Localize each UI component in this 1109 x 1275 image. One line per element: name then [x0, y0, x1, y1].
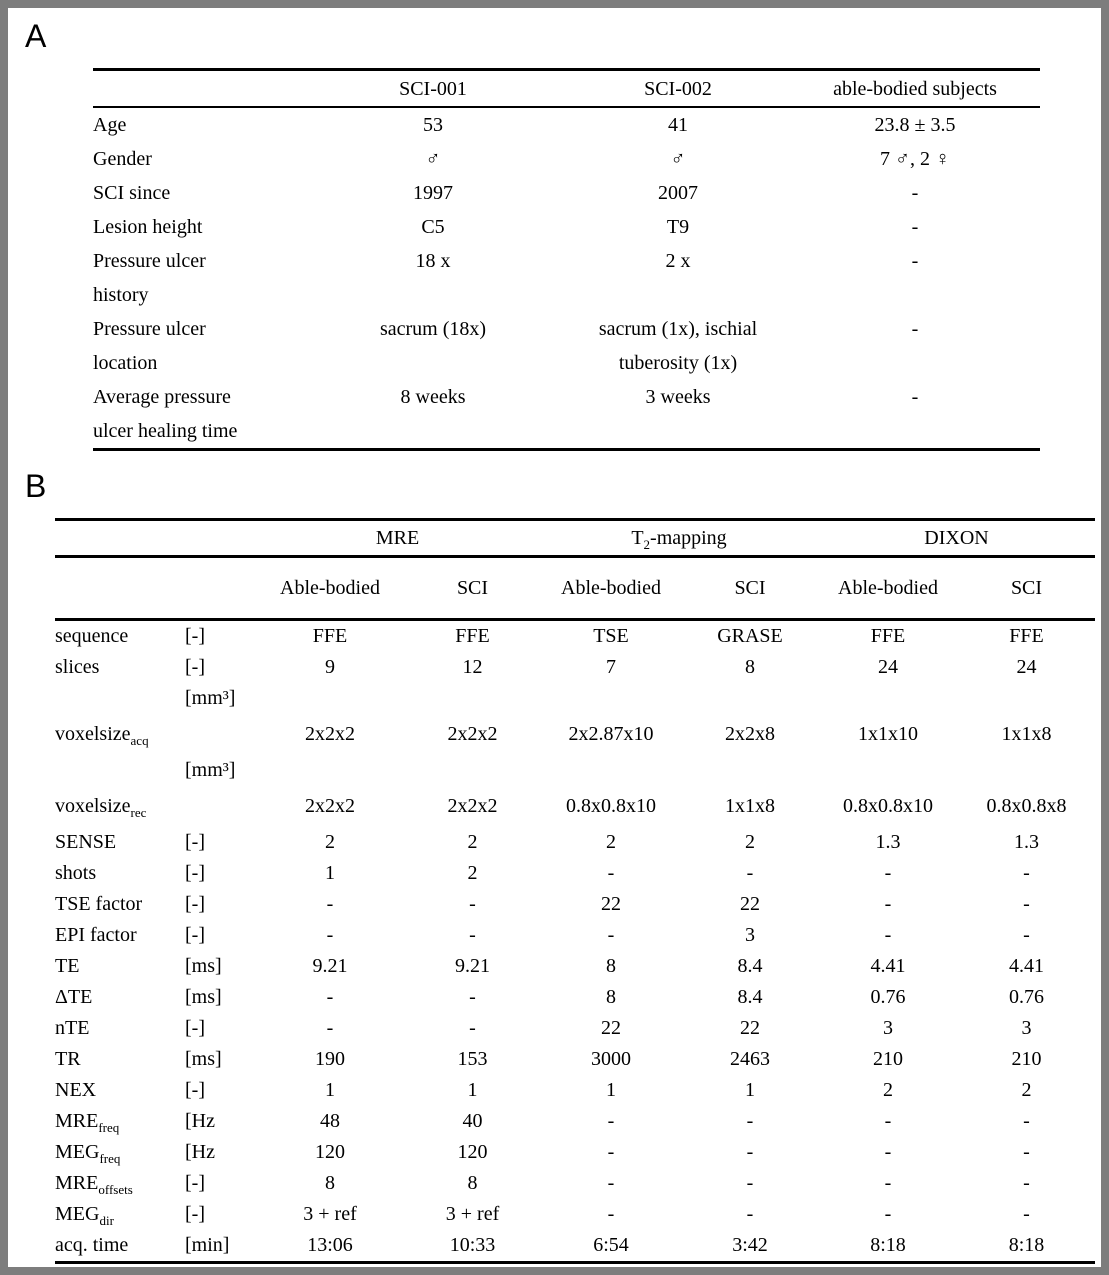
table-cell: sacrum (1x), ischial tuberosity (1x) [598, 318, 758, 374]
value-cell: 1.3 [875, 831, 901, 853]
param-sub: acq [130, 733, 149, 748]
value-cell: 8 [606, 986, 616, 1008]
value-cell: 153 [457, 1048, 488, 1070]
value-cell: 1 [606, 1079, 616, 1101]
subheader-empty [55, 557, 255, 620]
param-name [55, 1230, 185, 1263]
param-row [55, 1075, 1095, 1106]
row-label: Pressure ulcer location [93, 318, 206, 374]
value-cell: 2 [467, 862, 478, 884]
value-cell: - [884, 1141, 892, 1163]
value-cell: 8.4 [737, 955, 763, 977]
value-cell: - [746, 1110, 754, 1132]
subheader-cell: Able-bodied [280, 576, 380, 599]
param-row [55, 920, 1095, 951]
table-cell: ♂ [670, 148, 686, 170]
param-row [55, 982, 1095, 1013]
param-row [55, 858, 1095, 889]
value-cell: 8.4 [737, 986, 763, 1008]
value-cell: 22 [740, 893, 760, 915]
value-cell: 24 [878, 656, 898, 678]
value-cell: FFE [455, 625, 490, 647]
value-cell: - [607, 1141, 615, 1163]
param-row [55, 1044, 1095, 1075]
value-cell: 10:33 [449, 1234, 496, 1256]
value-cell: 2 [467, 831, 478, 853]
param-base: MRE [55, 1172, 99, 1194]
value-cell: - [607, 862, 615, 884]
table-cell: - [911, 318, 919, 340]
table-row [93, 176, 1040, 210]
row-label: Average pressure ulcer healing time [93, 386, 238, 442]
group-label: T [631, 526, 644, 549]
param-base: EPI factor [55, 924, 137, 946]
header-cell-sci001: SCI-001 [399, 77, 467, 100]
subheader-cell: SCI [1010, 576, 1043, 599]
value-cell: 22 [601, 1017, 621, 1039]
param-unit: [-] [185, 893, 205, 915]
value-cell: 2 [325, 831, 335, 853]
row-label: SCI since [93, 182, 171, 204]
value-cell: 2 [745, 831, 755, 853]
value-cell: 40 [462, 1110, 483, 1132]
param-unit: [-] [185, 656, 205, 678]
row-label: Age [93, 114, 127, 136]
group-header-dixon [818, 520, 1095, 557]
subheader-row [55, 557, 1095, 620]
subheader-cell: Able-bodied [838, 576, 938, 599]
param-row [55, 1230, 1095, 1263]
table-cell: sacrum (18x) [379, 318, 487, 340]
value-cell: - [1023, 1141, 1030, 1163]
param-base: TE [55, 955, 80, 977]
value-cell: 7 [606, 656, 616, 678]
value-cell: - [884, 893, 892, 915]
param-sub: offsets [98, 1182, 133, 1197]
table-cell: 8 weeks [400, 386, 466, 408]
param-sub: rec [130, 805, 147, 820]
group-header-row [55, 520, 1095, 557]
param-unit: [-] [185, 831, 205, 853]
panel-a-label: A [25, 18, 47, 54]
value-cell: 3000 [591, 1048, 631, 1070]
row-label: Lesion height [93, 216, 203, 238]
param-name [55, 920, 185, 951]
value-cell: 8 [325, 1172, 335, 1194]
value-cell: GRASE [717, 625, 783, 647]
param-base: sequence [55, 625, 129, 647]
value-cell: - [607, 1110, 615, 1132]
param-row [55, 1168, 1095, 1199]
value-cell: 2 [883, 1079, 893, 1101]
value-cell: - [607, 1172, 615, 1194]
param-row [55, 827, 1095, 858]
value-cell: 1 [467, 1079, 478, 1101]
value-cell: 2 [606, 831, 616, 853]
param-unit: [ms] [185, 986, 222, 1008]
param-base: slices [55, 656, 100, 678]
value-cell: 190 [315, 1048, 345, 1070]
param-unit: [-] [185, 1203, 205, 1225]
value-cell: 8 [745, 656, 755, 678]
table-cell: - [911, 182, 919, 204]
param-name [55, 858, 185, 889]
table-cell: 41 [668, 114, 688, 136]
table-cell: T9 [666, 216, 690, 238]
param-name [55, 1106, 185, 1137]
param-sub: freq [98, 1120, 120, 1135]
value-cell: 12 [462, 656, 483, 678]
param-unit: [mm³] [185, 687, 236, 709]
table-row [93, 142, 1040, 176]
value-cell: FFE [870, 625, 906, 647]
group-label: DIXON [924, 526, 989, 549]
param-row [55, 1106, 1095, 1137]
param-name [55, 1168, 185, 1199]
value-cell: 0.76 [870, 986, 906, 1008]
value-cell: 1.3 [1014, 831, 1039, 853]
param-name [55, 1075, 185, 1106]
param-row [55, 1199, 1095, 1230]
value-cell: - [746, 1203, 754, 1225]
param-name [55, 1137, 185, 1168]
value-cell: 1 [325, 862, 335, 884]
param-base: nTE [55, 1017, 90, 1039]
param-unit: [mm³] [185, 759, 236, 781]
value-cell: 8 [467, 1172, 478, 1194]
param-row [55, 1137, 1095, 1168]
param-name [55, 889, 185, 920]
param-name [55, 755, 185, 827]
value-cell: - [326, 986, 334, 1008]
table-cell: 1997 [413, 182, 453, 204]
value-cell: 2x2x2 [447, 795, 498, 817]
param-row [55, 620, 1095, 653]
table-cell: 7 ♂, 2 ♀ [880, 148, 950, 170]
table-cell: - [911, 386, 919, 408]
value-cell: 3:42 [732, 1234, 768, 1256]
value-cell: 1x1x10 [858, 723, 918, 745]
value-cell: 3 + ref [303, 1203, 357, 1225]
value-cell: 1x1x8 [725, 795, 775, 817]
param-name [55, 1199, 185, 1230]
value-cell: 2x2x8 [725, 723, 775, 745]
value-cell: 3 [745, 924, 755, 946]
value-cell: 4.41 [870, 955, 906, 977]
value-cell: 9.21 [312, 955, 348, 977]
table-cell: 2 x [665, 250, 691, 272]
table-cell: - [911, 250, 919, 272]
value-cell: 2x2.87x10 [568, 723, 654, 745]
param-unit: [ms] [185, 1048, 222, 1070]
value-cell: - [469, 893, 476, 915]
value-cell: 3 [1021, 1017, 1032, 1039]
value-cell: - [884, 1172, 892, 1194]
table-cell: C5 [421, 216, 445, 238]
value-cell: 2x2x2 [305, 795, 355, 817]
value-cell: 9 [325, 656, 335, 678]
panel-b-label: B [25, 468, 47, 504]
value-cell: 4.41 [1009, 955, 1044, 977]
param-row [55, 1013, 1095, 1044]
value-cell: - [1023, 1203, 1030, 1225]
value-cell: 13:06 [307, 1234, 353, 1256]
table-header-row [93, 70, 1040, 108]
param-sub: freq [99, 1151, 121, 1166]
table-row [93, 107, 1040, 142]
value-cell: 0.8x0.8x10 [843, 795, 933, 817]
value-cell: 0.8x0.8x10 [566, 795, 656, 817]
param-name [55, 982, 185, 1013]
value-cell: 210 [1011, 1048, 1042, 1070]
value-cell: 3 + ref [445, 1203, 500, 1225]
param-name [55, 1044, 185, 1075]
value-cell: 1 [325, 1079, 335, 1101]
value-cell: 6:54 [593, 1234, 629, 1256]
value-cell: 22 [740, 1017, 760, 1039]
param-row [55, 951, 1095, 982]
header-cell-empty [93, 70, 300, 108]
param-unit: [-] [185, 1079, 205, 1101]
group-header-t2-mapping [540, 520, 818, 557]
subheader-cell: SCI [456, 576, 489, 599]
table-cell: 23.8 ± 3.5 [874, 114, 956, 136]
value-cell: - [1023, 1172, 1030, 1194]
param-base: voxelsize [55, 795, 131, 817]
value-cell: 8 [606, 955, 616, 977]
header-cell-able-bodied: able-bodied subjects [833, 77, 997, 100]
value-cell: - [1023, 1110, 1030, 1132]
param-unit: [-] [185, 862, 205, 884]
value-cell: 22 [601, 893, 621, 915]
param-base: ΔTE [55, 986, 93, 1008]
value-cell: 9.21 [455, 955, 490, 977]
group-header-mre [255, 520, 540, 557]
value-cell: - [1023, 924, 1030, 946]
value-cell: - [746, 1172, 754, 1194]
value-cell: 48 [320, 1110, 340, 1132]
value-cell: - [884, 924, 892, 946]
value-cell: 2x2x2 [305, 723, 355, 745]
table-row [93, 312, 1040, 380]
param-sub: dir [99, 1213, 114, 1228]
value-cell: 210 [873, 1048, 903, 1070]
table-cell: ♂ [425, 148, 441, 170]
group-label: MRE [375, 526, 420, 549]
subject-characteristics-table [93, 68, 1040, 451]
param-base: TR [55, 1048, 81, 1070]
table-cell: 18 x [415, 250, 451, 272]
param-base: TSE factor [55, 893, 143, 915]
param-unit: [min] [185, 1234, 230, 1256]
value-cell: 1x1x8 [1001, 723, 1052, 745]
param-name [55, 827, 185, 858]
value-cell: 24 [1016, 656, 1037, 678]
value-cell: - [884, 862, 892, 884]
value-cell: 2 [1021, 1079, 1032, 1101]
scan-parameters-table [55, 518, 1095, 1264]
param-unit: [-] [185, 924, 205, 946]
value-cell: 8:18 [870, 1234, 906, 1256]
value-cell: - [884, 1110, 892, 1132]
param-row [55, 683, 1095, 755]
value-cell: 3 [883, 1017, 893, 1039]
group-header-empty [55, 520, 255, 557]
param-base: acq. time [55, 1234, 129, 1256]
value-cell: - [469, 986, 476, 1008]
table-row [93, 380, 1040, 450]
param-name [55, 620, 185, 653]
param-base: MEG [55, 1203, 100, 1225]
value-cell: 1 [745, 1079, 755, 1101]
row-label: Gender [93, 148, 152, 170]
table-cell: 53 [423, 114, 443, 136]
param-base: SENSE [55, 831, 117, 853]
param-base: MRE [55, 1110, 99, 1132]
value-cell: 0.8x0.8x8 [986, 795, 1067, 817]
value-cell: 2463 [730, 1048, 770, 1070]
param-unit: [Hz [185, 1141, 215, 1163]
group-label-sub: 2 [643, 536, 651, 552]
value-cell: - [1023, 862, 1030, 884]
param-row [55, 652, 1095, 683]
table-row [93, 210, 1040, 244]
value-cell: 120 [457, 1141, 488, 1163]
param-name [55, 683, 185, 755]
param-base: NEX [55, 1079, 97, 1101]
param-unit: [-] [185, 1017, 205, 1039]
value-cell: 8:18 [1008, 1234, 1045, 1256]
param-name [55, 951, 185, 982]
param-name [55, 652, 185, 683]
table-cell: - [911, 216, 919, 238]
value-cell: - [326, 924, 334, 946]
value-cell: 120 [315, 1141, 345, 1163]
param-unit: [-] [185, 625, 205, 647]
param-unit: [ms] [185, 955, 222, 977]
param-base: shots [55, 862, 97, 884]
subheader-cell: SCI [734, 576, 766, 599]
value-cell: - [884, 1203, 892, 1225]
param-row [55, 889, 1095, 920]
value-cell: - [1023, 893, 1030, 915]
value-cell: 0.76 [1009, 986, 1044, 1008]
row-label: Pressure ulcer history [93, 250, 206, 306]
value-cell: - [607, 1203, 615, 1225]
value-cell: - [746, 1141, 754, 1163]
param-row [55, 755, 1095, 827]
group-label-rest: -mapping [650, 526, 727, 549]
value-cell: - [607, 924, 615, 946]
value-cell: - [746, 862, 754, 884]
param-unit: [Hz [185, 1110, 215, 1132]
value-cell: - [469, 924, 476, 946]
param-base: MEG [55, 1141, 100, 1163]
param-unit: [-] [185, 1172, 205, 1194]
table-row [93, 244, 1040, 312]
subheader-cell: Able-bodied [561, 576, 661, 599]
table-cell: 2007 [658, 182, 698, 204]
value-cell: FFE [312, 625, 348, 647]
value-cell: 2x2x2 [447, 723, 498, 745]
param-name [55, 1013, 185, 1044]
value-cell: - [326, 893, 334, 915]
value-cell: - [326, 1017, 334, 1039]
table-cell: 3 weeks [645, 386, 711, 408]
param-base: voxelsize [55, 723, 131, 745]
header-cell-sci002: SCI-002 [644, 77, 712, 100]
value-cell: TSE [593, 625, 629, 647]
value-cell: FFE [1009, 625, 1044, 647]
value-cell: - [469, 1017, 476, 1039]
